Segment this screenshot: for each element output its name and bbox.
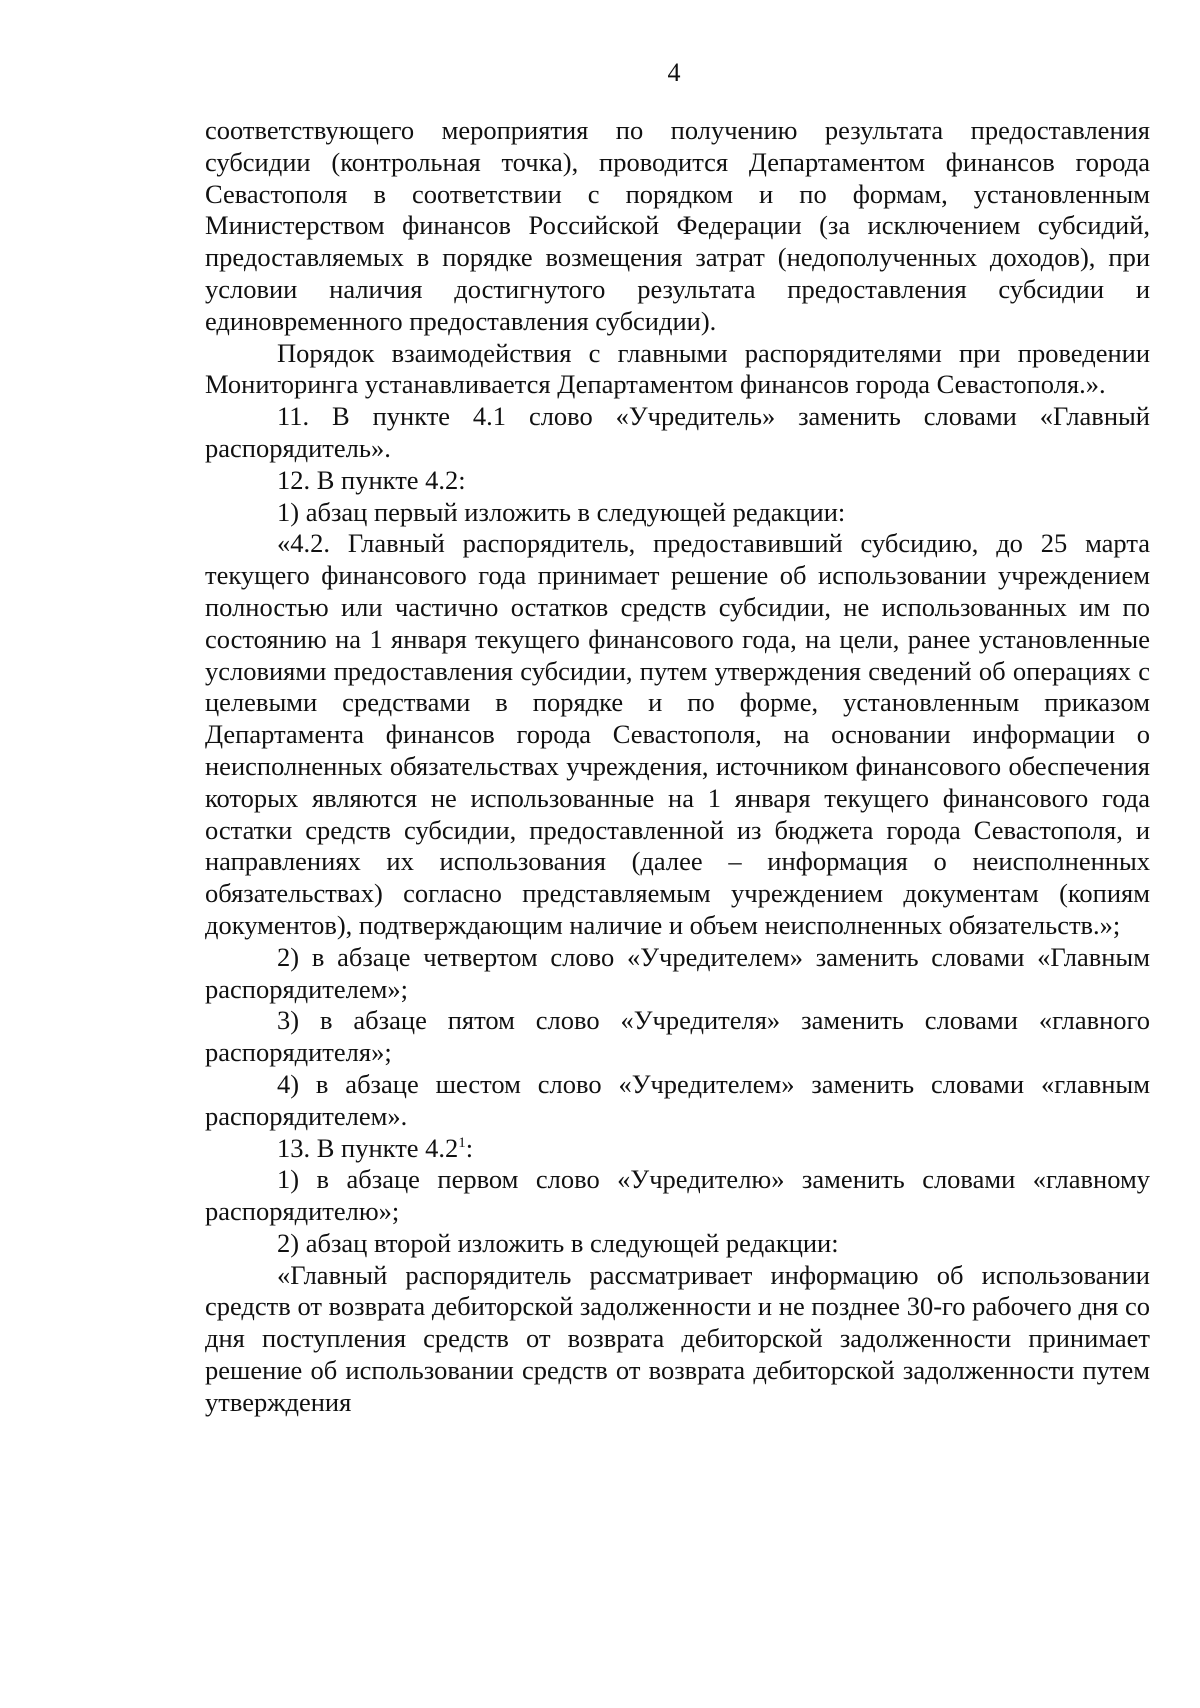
paragraph-item-13 (205, 1133, 1150, 1165)
document-body (205, 115, 1150, 1419)
item-13-text: 13. В пункте 4.2 (277, 1132, 459, 1163)
paragraph-item-13-2: 2) абзац второй изложить в следующей редакции: (277, 1227, 839, 1258)
paragraph-continuation: соответствующего мероприятия по получению результата предоставления субсидии (контрольная точка), проводится Департаментом финансов города Севастополя в соответствии с порядком и по формам, установленным Министерством финансов Российской Федерации (за исключением субсидий, предоставляемых в порядке возмещения затрат (недополученных доходов), при условии наличия достигнутого результата предоставления субсидии и единовременного предоставления субсидии). (205, 115, 1150, 336)
item-13-colon: : (465, 1132, 474, 1163)
page-number: 4 (667, 58, 681, 87)
paragraph-item-11: 11. В пункте 4.1 слово «Учредитель» заменить словами «Главный распорядитель». (205, 401, 1150, 463)
paragraph-item-12-2: 2) в абзаце четвертом слово «Учредителем» заменить словами «Главным распорядителем»; (205, 941, 1150, 1004)
paragraph-item-13-1: 1) в абзаце первом слово «Учредителю» заменить словами «главному распорядителю»; (205, 1164, 1150, 1227)
paragraph-item-12-3: 3) в абзаце пятом слово «Учредителя» заменить словами «главного распорядителя»; (205, 1005, 1150, 1068)
paragraph-new-wording: «Главный распорядитель рассматривает информацию об использовании средств от возврата дебиторской задолженности и не позднее 30-го рабочего дня со дня поступления средств от возврата дебиторской задолженности принимает решение об использовании средств от возврата дебиторской задолженности путем утверждения (205, 1259, 1150, 1417)
item-13-superscript: 1 (458, 1134, 466, 1151)
paragraph-clause-4-2: «4.2. Главный распорядитель, предоставивший субсидию, до 25 марта текущего финансового года принимает решение об использовании учреждением полностью или частично остатков средств субсидии, не использованных им по состоянию на 1 января текущего финансового года, на цели, ранее установленные условиями предоставления субсидии, путем утверждения сведений об операциях с целевыми средствами в порядке и по форме, установленным приказом Департамента финансов города Севастополя, на основании информации о неисполненных обязательствах учреждения, источником финансового обеспечения которых являются не использованные на 1 января текущего финансового года остатки средств субсидии, предоставленной из бюджета города Севастополя, и направлениях их использования (далее – информация о неисполненных обязательствах) согласно представляемым учреждением документам (копиям документов), подтверждающим наличие и объем неисполненных обязательств.»; (205, 528, 1150, 940)
paragraph-item-12-4: 4) в абзаце шестом слово «Учредителем» заменить словами «главным распорядителем». (205, 1068, 1150, 1131)
paragraph-item-12-1: 1) абзац первый изложить в следующей редакции: (277, 496, 846, 527)
paragraph-monitoring-order: Порядок взаимодействия с главными распорядителями при проведении Мониторинга устанавливается Департаментом финансов города Севастополя.». (205, 337, 1150, 400)
paragraph-item-12: 12. В пункте 4.2: (277, 464, 466, 495)
